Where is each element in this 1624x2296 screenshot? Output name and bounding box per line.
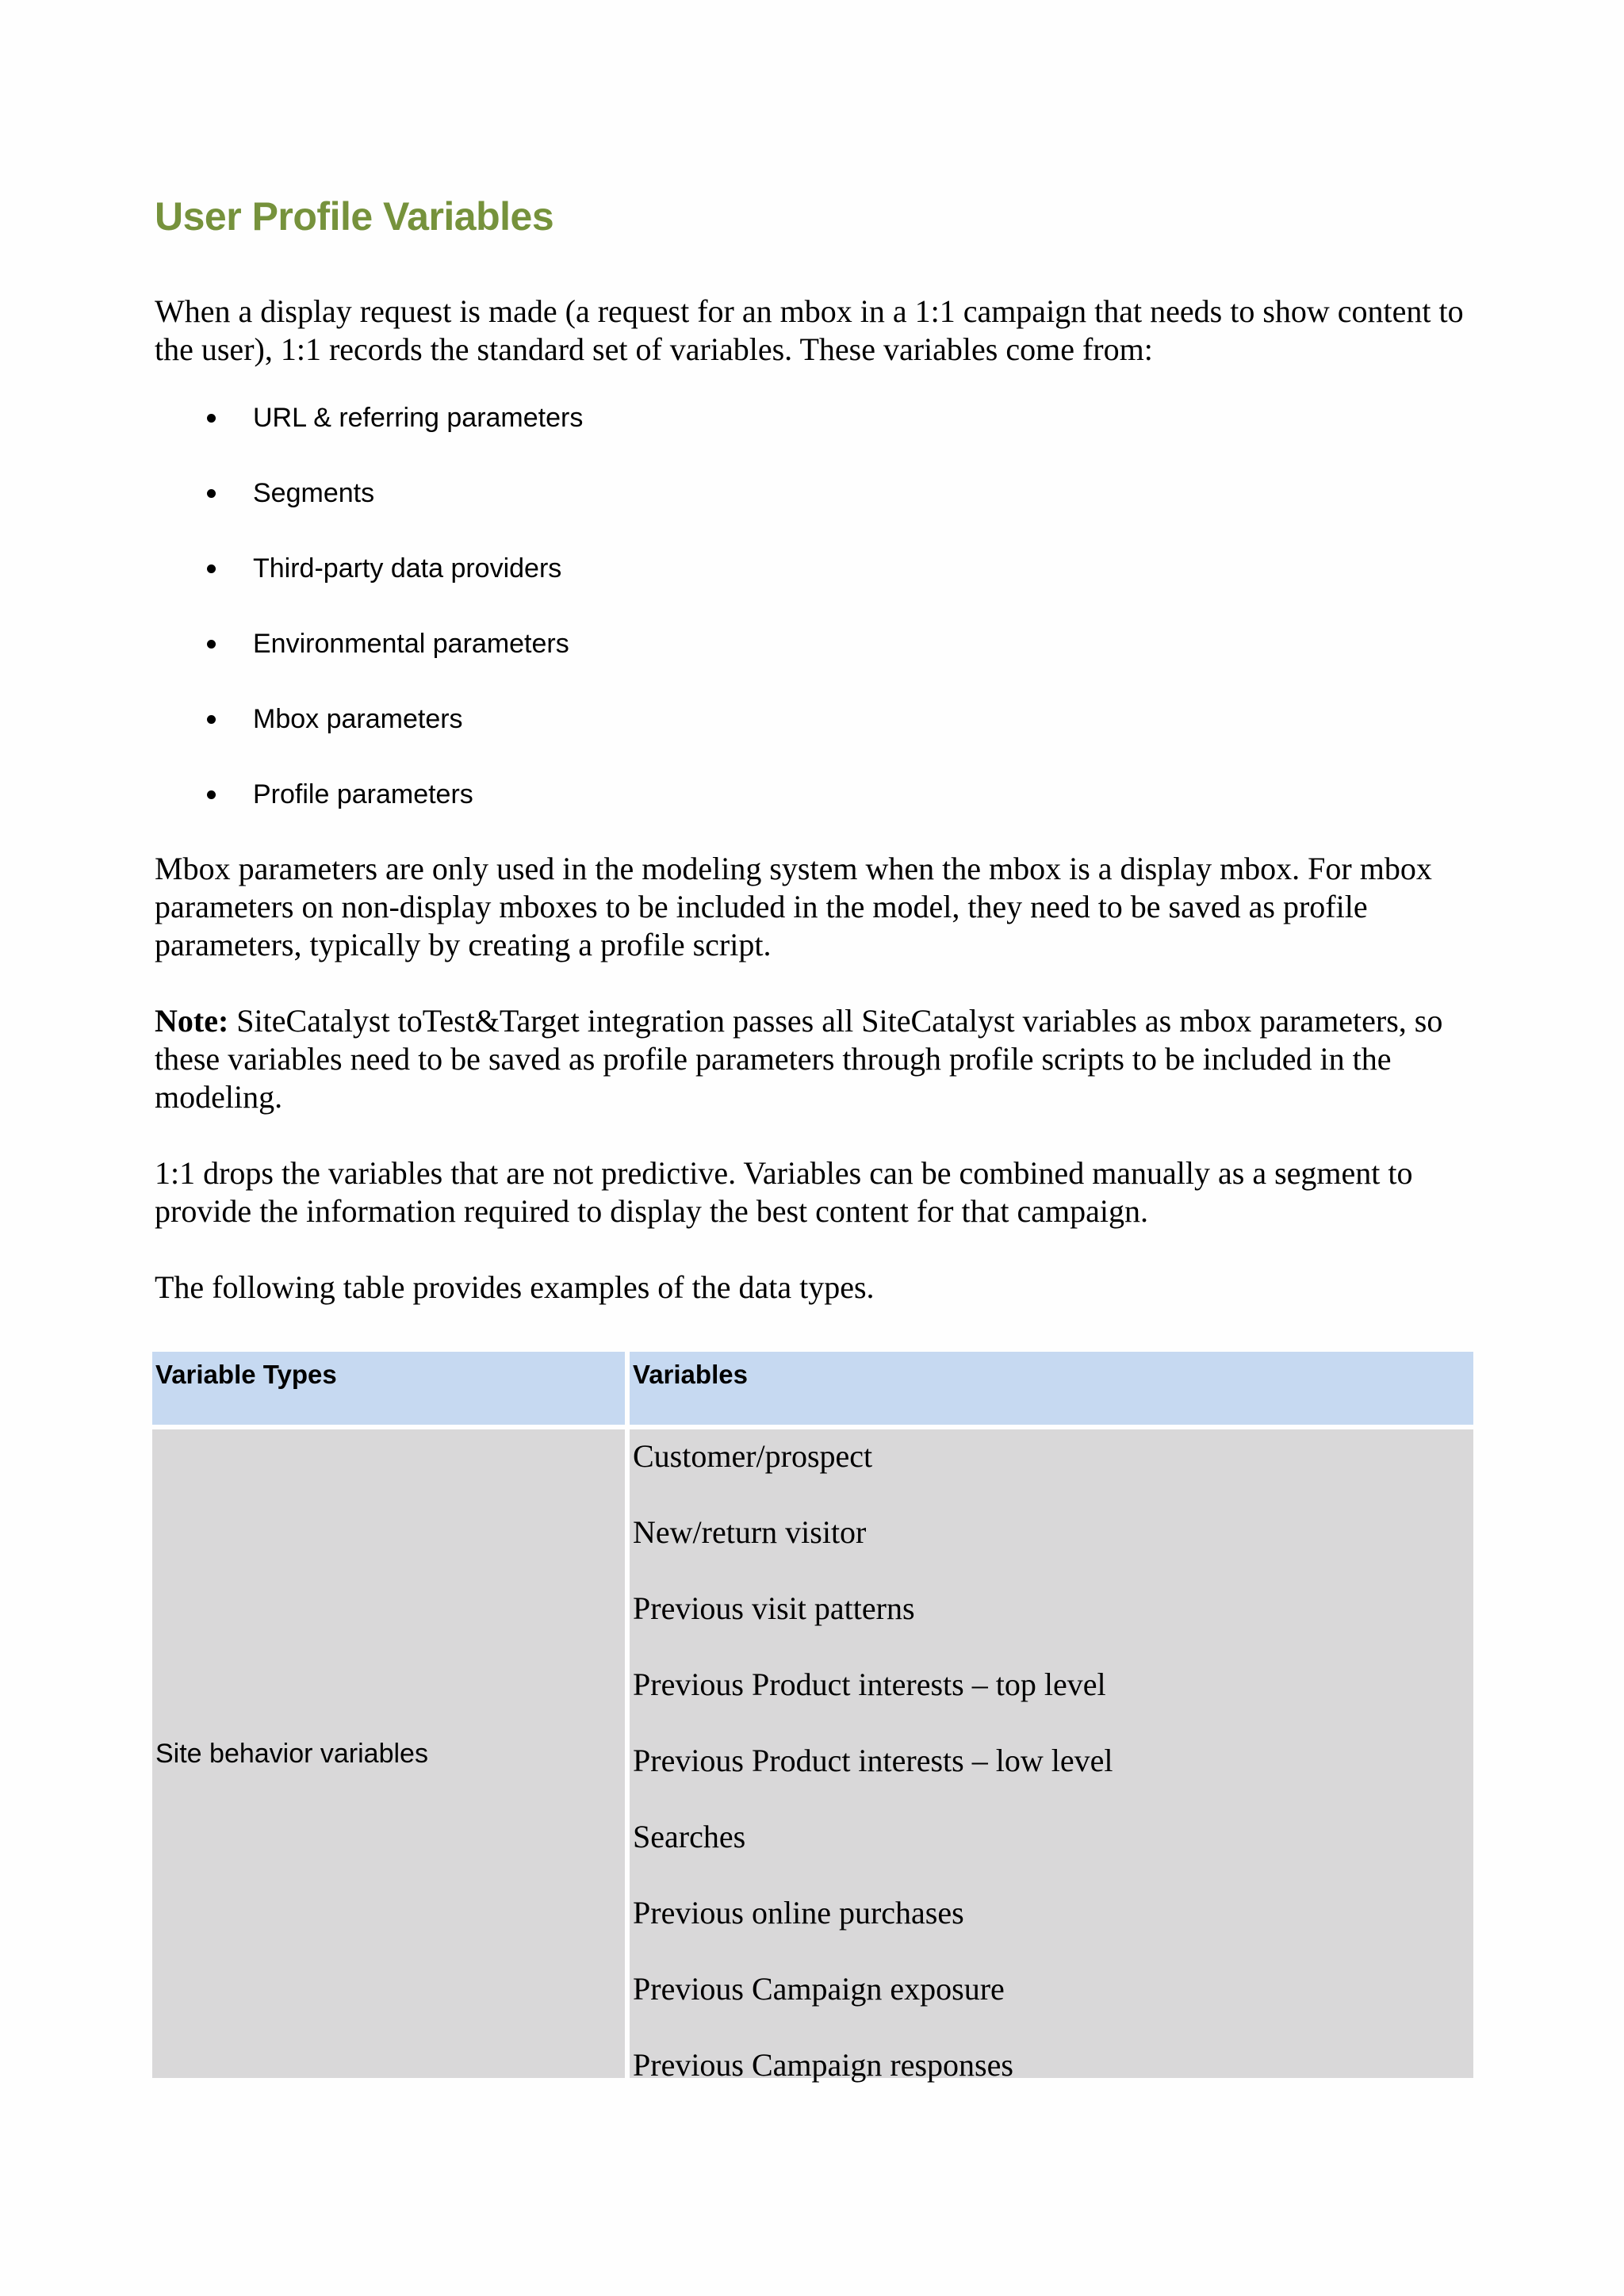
table-intro-paragraph: The following table provides examples of the data types.	[155, 1269, 875, 1305]
header-variable-types: Variable Types	[152, 1352, 625, 1425]
variable-type-cell: Site behavior variables	[152, 1429, 625, 2078]
list-item: Segments	[155, 473, 1479, 513]
note-text: SiteCatalyst toTest&Target integration passes all SiteCatalyst variables as mbox parameters, so these variables need to be saved as profile parameters through profile scripts to be included in the modeling.	[155, 1003, 1443, 1115]
intro-paragraph: When a display request is made (a request for an mbox in a 1:1 campaign that needs to show content to the user), 1:1 records the standard set of variables. These variables come from:	[155, 293, 1464, 367]
variable-item: Previous visit patterns	[633, 1590, 915, 1626]
note-paragraph	[155, 1002, 1479, 1116]
table-header-row	[152, 1352, 1473, 1425]
bullet-icon	[207, 715, 216, 724]
section-heading: User Profile Variables	[155, 194, 554, 239]
list-item: URL & referring parameters	[155, 398, 1479, 438]
variable-item: Customer/prospect	[633, 1438, 873, 1474]
table-row	[152, 1429, 1473, 2083]
variable-item: Searches	[633, 1819, 746, 1854]
variable-item: Previous Product interests – top level	[633, 1667, 1106, 1702]
header-variables: Variables	[630, 1352, 1473, 1425]
list-item: Environmental parameters	[155, 624, 1479, 664]
bullet-icon	[207, 640, 216, 649]
list-item: Profile parameters	[155, 775, 1479, 814]
variable-item: New/return visitor	[633, 1514, 867, 1550]
list-item: Third-party data providers	[155, 549, 1479, 588]
predictive-variables-paragraph: 1:1 drops the variables that are not predictive. Variables can be combined manually as a segment to provide the information required to display the best content for that campaign.	[155, 1155, 1413, 1229]
bullet-icon	[207, 790, 216, 799]
variables-cell	[630, 1429, 1473, 2083]
document-page	[155, 190, 1479, 1307]
variable-item: Previous online purchases	[633, 1895, 964, 1931]
mbox-parameters-paragraph: Mbox parameters are only used in the modeling system when the mbox is a display mbox. For mbox parameters on non-display mboxes to be included in the model, they need to be saved as profile parameters, typically by creating a profile script.	[155, 851, 1432, 962]
bullet-icon	[207, 564, 216, 573]
variable-item: Previous Product interests – low level	[633, 1743, 1113, 1778]
bullet-icon	[207, 414, 216, 423]
note-label: Note:	[155, 1003, 229, 1039]
variable-source-list	[155, 398, 1479, 814]
data-types-table	[152, 1352, 1473, 2083]
list-item: Mbox parameters	[155, 699, 1479, 739]
variable-item: Previous Campaign responses	[633, 2047, 1013, 2083]
variable-item: Previous Campaign exposure	[633, 1971, 1005, 2007]
bullet-icon	[207, 489, 216, 498]
